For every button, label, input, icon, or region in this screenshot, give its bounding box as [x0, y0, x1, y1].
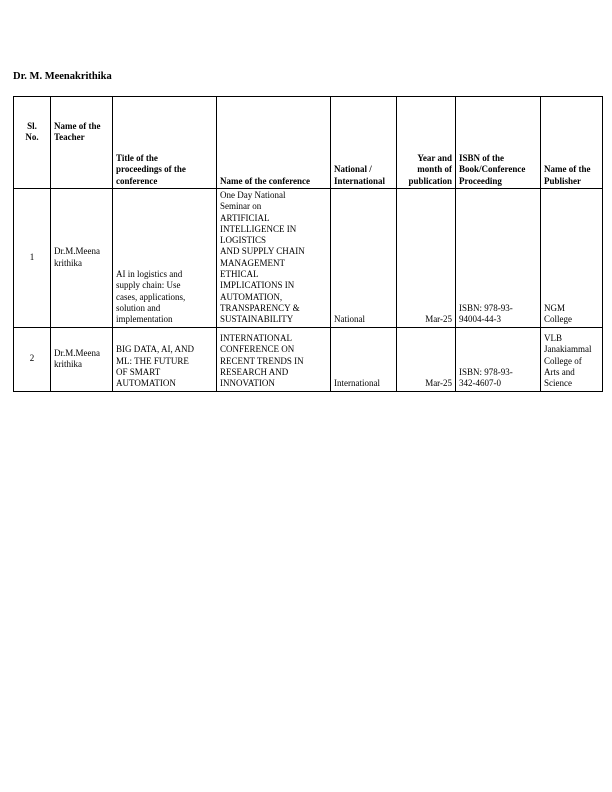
- cell-national-international: National: [331, 189, 397, 328]
- table-row: [14, 327, 603, 391]
- header-teacher-name: Name of the Teacher: [51, 97, 113, 189]
- cell-publication-date: Mar-25: [397, 189, 456, 328]
- page-heading: Dr. M. Meenakrithika: [13, 71, 112, 82]
- cell-isbn: ISBN: 978-93- 342-4607-0: [456, 327, 541, 391]
- header-proceedings-title: Title of the proceedings of the conference: [113, 97, 217, 189]
- header-national-international: National / International: [331, 97, 397, 189]
- cell-publisher: NGM College: [541, 189, 603, 328]
- cell-sl-no: 2: [14, 327, 51, 391]
- header-publisher: Name of the Publisher: [541, 97, 603, 189]
- cell-conference-name: One Day National Seminar on ARTIFICIAL INTELLIGENCE IN LOGISTICS AND SUPPLY CHAIN MANAGEMENT ETHICAL IMPLICATIONS IN AUTOMATION, TRANSPARENCY & SUSTAINABILITY: [217, 189, 331, 328]
- cell-conference-name: INTERNATIONAL CONFERENCE ON RECENT TRENDS IN RESEARCH AND INNOVATION: [217, 327, 331, 391]
- header-publication-date: Year and month of publication: [397, 97, 456, 189]
- cell-publisher: VLB Janakiammal College of Arts and Science: [541, 327, 603, 391]
- cell-isbn: ISBN: 978-93- 94004-44-3: [456, 189, 541, 328]
- cell-national-international: International: [331, 327, 397, 391]
- header-conference-name: Name of the conference: [217, 97, 331, 189]
- table-header-row: [14, 97, 603, 189]
- cell-teacher-name: Dr.M.Meena krithika: [51, 327, 113, 391]
- cell-proceedings-title: BIG DATA, AI, AND ML: THE FUTURE OF SMART AUTOMATION: [113, 327, 217, 391]
- table-row: [14, 189, 603, 328]
- header-isbn: ISBN of the Book/Conference Proceeding: [456, 97, 541, 189]
- cell-sl-no: 1: [14, 189, 51, 328]
- cell-teacher-name: Dr.M.Meena krithika: [51, 189, 113, 328]
- publications-table: [13, 96, 603, 392]
- header-sl-no: Sl. No.: [14, 97, 51, 189]
- cell-publication-date: Mar-25: [397, 327, 456, 391]
- cell-proceedings-title: AI in logistics and supply chain: Use cases, applications, solution and implementation: [113, 189, 217, 328]
